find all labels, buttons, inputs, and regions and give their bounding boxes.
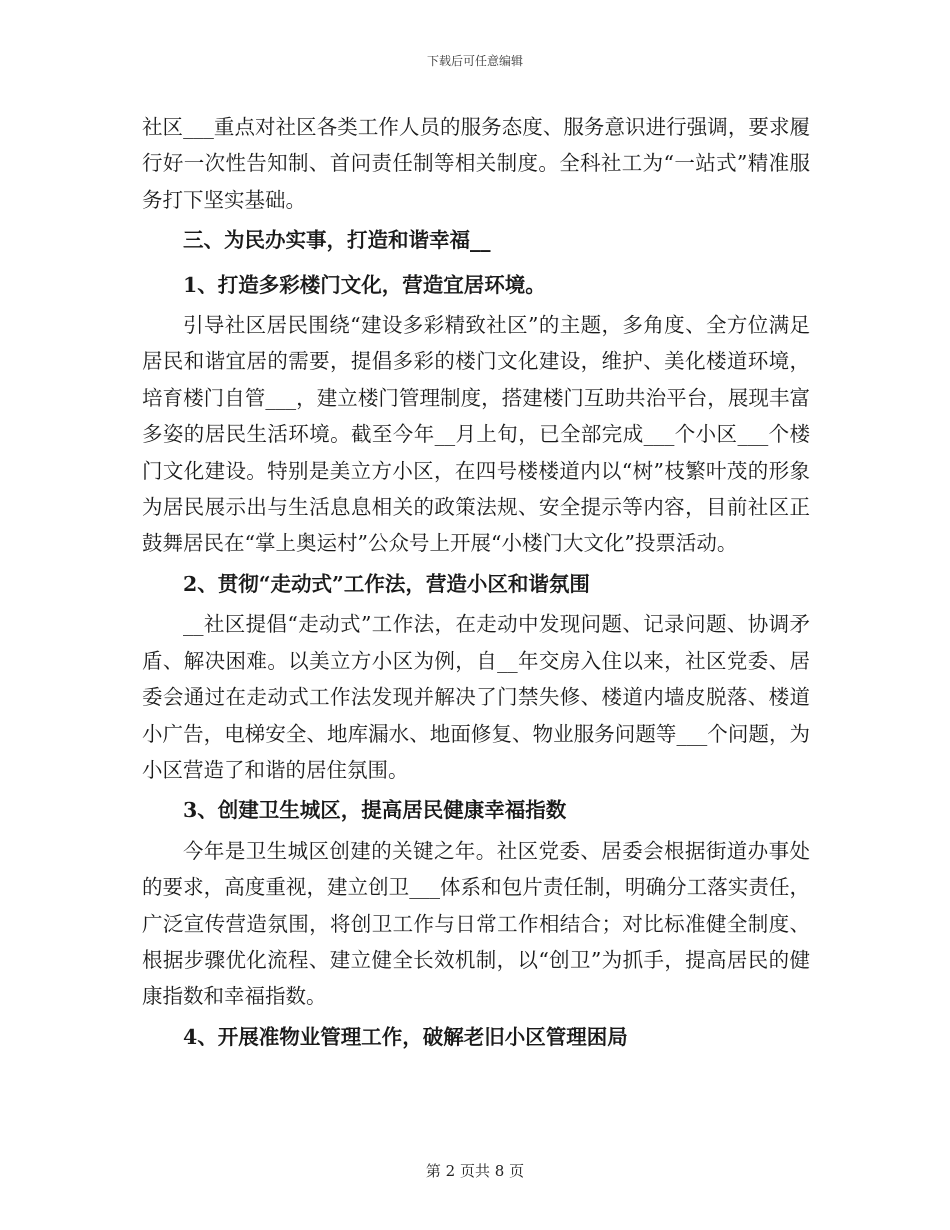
page-footer: 第 2 页共 8 页 [425, 1162, 525, 1180]
section-heading: 三、为民办实事，打造和谐幸福__ [183, 228, 491, 253]
paragraph-2: __社区提倡“走动式”工作法，在走动中发现问题、记录问题、协调矛盾、解决困难。以美立方小区为例，自__年交房入住以来，社区党委、居委会通过在走动式工作法发现并解决了门禁失修、楼道内墙皮脱落、楼道小广告，电梯安全、地库漏水、地面修复、物业服务问题等___个问题，为小区营造了和谐的居住氛围。 [142, 612, 810, 782]
subsection-heading-4: 4、开展准物业管理工作，破解老旧小区管理困局 [183, 1024, 628, 1049]
page-header: 下载后可任意编辑 [426, 54, 523, 68]
paragraph-3: 今年是卫生城区创建的关键之年。社区党委、居委会根据街道办事处的要求，高度重视，建立创卫___体系和包片责任制，明确分工落实责任，广泛宣传营造氛围，将创卫工作与日常工作相结合；对比标准健全制度、根据步骤优化流程、建立健全长效机制，以“创卫”为抓手，提高居民的健康指数和幸福指数。 [142, 838, 810, 1009]
subsection-heading-2: 2、贯彻“走动式”工作法，营造小区和谐氛围 [183, 571, 590, 596]
paragraph-continued: 社区___重点对社区各类工作人员的服务态度、服务意识进行强调，要求履行好一次性告知制、首问责任制等相关制度。全科社工为“一站式”精准服务打下坚实基础。 [142, 115, 810, 212]
paragraph-1: 引导社区居民围绕“建设多彩精致社区”的主题，多角度、全方位满足居民和谐宜居的需要，提倡多彩的楼门文化建设，维护、美化楼道环境，培育楼门自管___，建立楼门管理制度，搭建楼门互助共治平台，展现丰富多姿的居民生活环境。截至今年__月上旬，已全部完成___个小区___个楼门文化建设。特别是美立方小区，在四号楼楼道内以“树”枝繁叶茂的形象为居民展示出与生活息息相关的政策法规、安全提示等内容，目前社区正鼓舞居民在“掌上奥运村”公众号上开展“小楼门大文化”投票活动。 [142, 313, 810, 556]
subsection-heading-1: 1、打造多彩楼门文化，营造宜居环境。 [183, 272, 546, 297]
subsection-heading-3: 3、创建卫生城区，提高居民健康幸福指数 [183, 798, 567, 823]
document-body [142, 109, 810, 1059]
